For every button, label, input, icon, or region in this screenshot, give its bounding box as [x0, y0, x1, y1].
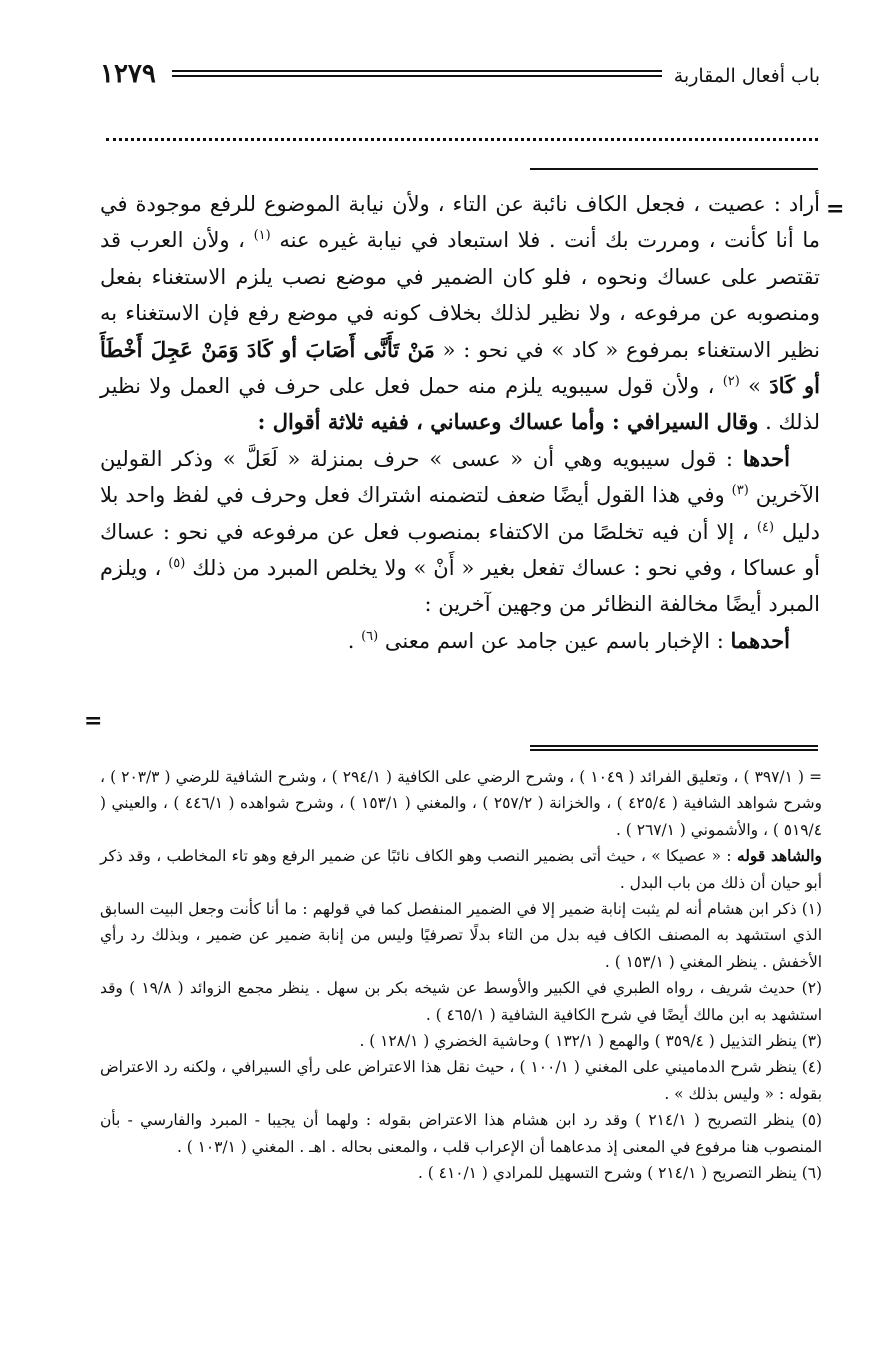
- footnote-ref-6: (٦): [361, 628, 379, 644]
- dotted-separator: [106, 138, 818, 141]
- section-rule: [530, 168, 818, 170]
- footnotes: [100, 764, 822, 1187]
- paragraph-lead: أحدهما: [730, 627, 790, 653]
- footnote-ref-3: (٣): [731, 483, 749, 499]
- main-text: [100, 186, 820, 659]
- page-header: [100, 59, 820, 92]
- paragraph-1: أراد : عصيت ، فجعل الكاف نائبة عن التاء ، ولأن نيابة الموضوع للرفع موجودة في ما أنا كأنت ، ومررت بك أنت . فلا استبعاد في نيابة غيره عنه $^{(١)}$ ، ولأن العرب قد تقتصر على عساك ونحوه ، فلو كان الضمير في موضع نصب يلزم الاستغناء بفعل ومنصوبه عن مرفوعه ، ولا نظير لذلك بخلاف كونه في موضع رفع فإن الاستغناء به نظير الاستغناء بمرفوع « كاد » في نحو : « مَنْ تَأَنَّى أَصَابَ أو كَادَ وَمَنْ عَجِلَ أَخْطَأَ أو كَادَ » $^{(٢)}$ ، ولأن قول سيبويه يلزم منه حمل فعل على حرف في العمل ولا نظير لذلك . وقال السيرافي : وأما عساك وعساني ، ففيه ثلاثة أقوال :: [100, 192, 820, 435]
- hadith-quote: مَنْ تَأَنَّى أَصَابَ أو كَادَ وَمَنْ عَجِلَ أَخْطَأَ أو كَادَ: [100, 336, 820, 399]
- footnote-ref-5: (٥): [168, 556, 186, 572]
- footnote-ref-2: (٢): [722, 374, 740, 390]
- page-number: ١٢٧٩: [100, 59, 156, 89]
- continuation-marker-start: =: [826, 196, 845, 222]
- footnote-ref-1: (١): [253, 228, 271, 244]
- footnote-1: (١) ذكر ابن هشام أنه لم يثبت إنابة ضمير إلا في الضمير المنفصل كما في قولهم : ما أنا كأنت وجعل البيت السابق الذي استشهد به المصنف الكاف فيه بدل من التاء بدلًا تصرفيًا وليس من إنابة ضمير عن ضمير ، وبذلك رد رأي الأخفش . ينظر المغني ( ١٥٣/١ ) .: [100, 900, 822, 971]
- footnote-ref-4: (٤): [756, 519, 775, 535]
- footnote-separator: [530, 745, 818, 751]
- continuation-marker-end: =: [84, 708, 103, 734]
- footnote-4: (٤) ينظر شرح الدماميني على المغني ( ١٠٠/١ ) ، حيث نقل هذا الاعتراض على رأي السيرافي ، ولكنه رد الاعتراض بقوله : « وليس بذلك » .: [100, 1058, 822, 1103]
- footnote-6: (٦) ينظر التصريح ( ٢١٤/١ ) وشرح التسهيل للمرادي ( ٤١٠/١ ) .: [417, 1164, 822, 1183]
- footnote-5: (٥) ينظر التصريح ( ٢١٤/١ ) وقد رد ابن هشام هذا الاعتراض بقوله : ولهما أن يجيبا - المبرد والفارسي - بأن المنصوب هنا مرفوع في المعنى إذ مدعاهما أن الإعراب قلب ، والمعنى بحاله . اهـ . المغني ( ١٠٣/١ ) .: [100, 1111, 822, 1156]
- paragraph-3: أحدهما : الإخبار باسم عين جامد عن اسم معنى $^{(٦)}$ .: [347, 627, 790, 653]
- chapter-title: باب أفعال المقاربة: [673, 65, 820, 87]
- paragraph-2: أحدها : قول سيبويه وهي أن « عسى » حرف بمنزلة « لَعَلَّ » وذكر القولين الآخرين $^{(٣)}$ وفي هذا القول أيضًا ضعف لتضمنه اشتراك فعل وحرف في لفظ واحد بلا دليل $^{(٤)}$ ، إلا أن فيه تخلصًا من الاكتفاء بمنصوب فعل عن مرفوعه في نحو : عساك أو عساكا ، وفي نحو : عساك تفعل بغير « أَنْ » ولا يخلص المبرد من ذلك $^{(٥)}$ ، ويلزم المبرد أيضًا مخالفة النظائر من وجهين آخرين :: [100, 445, 820, 617]
- footnote-witness: والشاهد قوله : « عصيكا » ، حيث أتى بضمير النصب وهو الكاف نائبًا عن ضمير الرفع وهو تاء المخاطب ، وقد ذكر أبو حيان أن ذلك من باب البدل .: [100, 847, 822, 892]
- footnote-3: (٣) ينظر التذييل ( ٣٥٩/٤ ) والهمع ( ١٣٢/١ ) وحاشية الخضري ( ١٢٨/١ ) .: [359, 1032, 822, 1051]
- paragraph-lead: أحدها: [742, 445, 790, 471]
- sirafi-statement: وقال السيرافي : وأما عساك وعساني ، ففيه ثلاثة أقوال :: [257, 409, 759, 435]
- footnote-continued: = ( ٣٩٧/١ ) ، وتعليق الفرائد ( ١٠٤٩ ) ، وشرح الرضي على الكافية ( ٢٩٤/١ ) ، وشرح الشافية للرضي ( ٢٠٣/٣ ) ، وشرح شواهد الشافية ( ٤٢٥/٤ ) ، والخزانة ( ٢٥٧/٢ ) ، والمغني ( ١٥٣/١ ) ، وشرح شواهده ( ٤٤٦/١ ) ، والعيني ( ٥١٩/٤ ) ، والأشموني ( ٢٦٧/١ ) .: [100, 768, 822, 839]
- header-double-rule: [172, 70, 662, 77]
- footnote-2: (٢) حديث شريف ، رواه الطبري في الكبير والأوسط عن شيخه بكر بن سهل . ينظر مجمع الزوائد ( ١٩/٨ ) وقد استشهد به ابن مالك أيضًا في شرح الكافية الشافية ( ٤٦٥/١ ) .: [100, 979, 822, 1024]
